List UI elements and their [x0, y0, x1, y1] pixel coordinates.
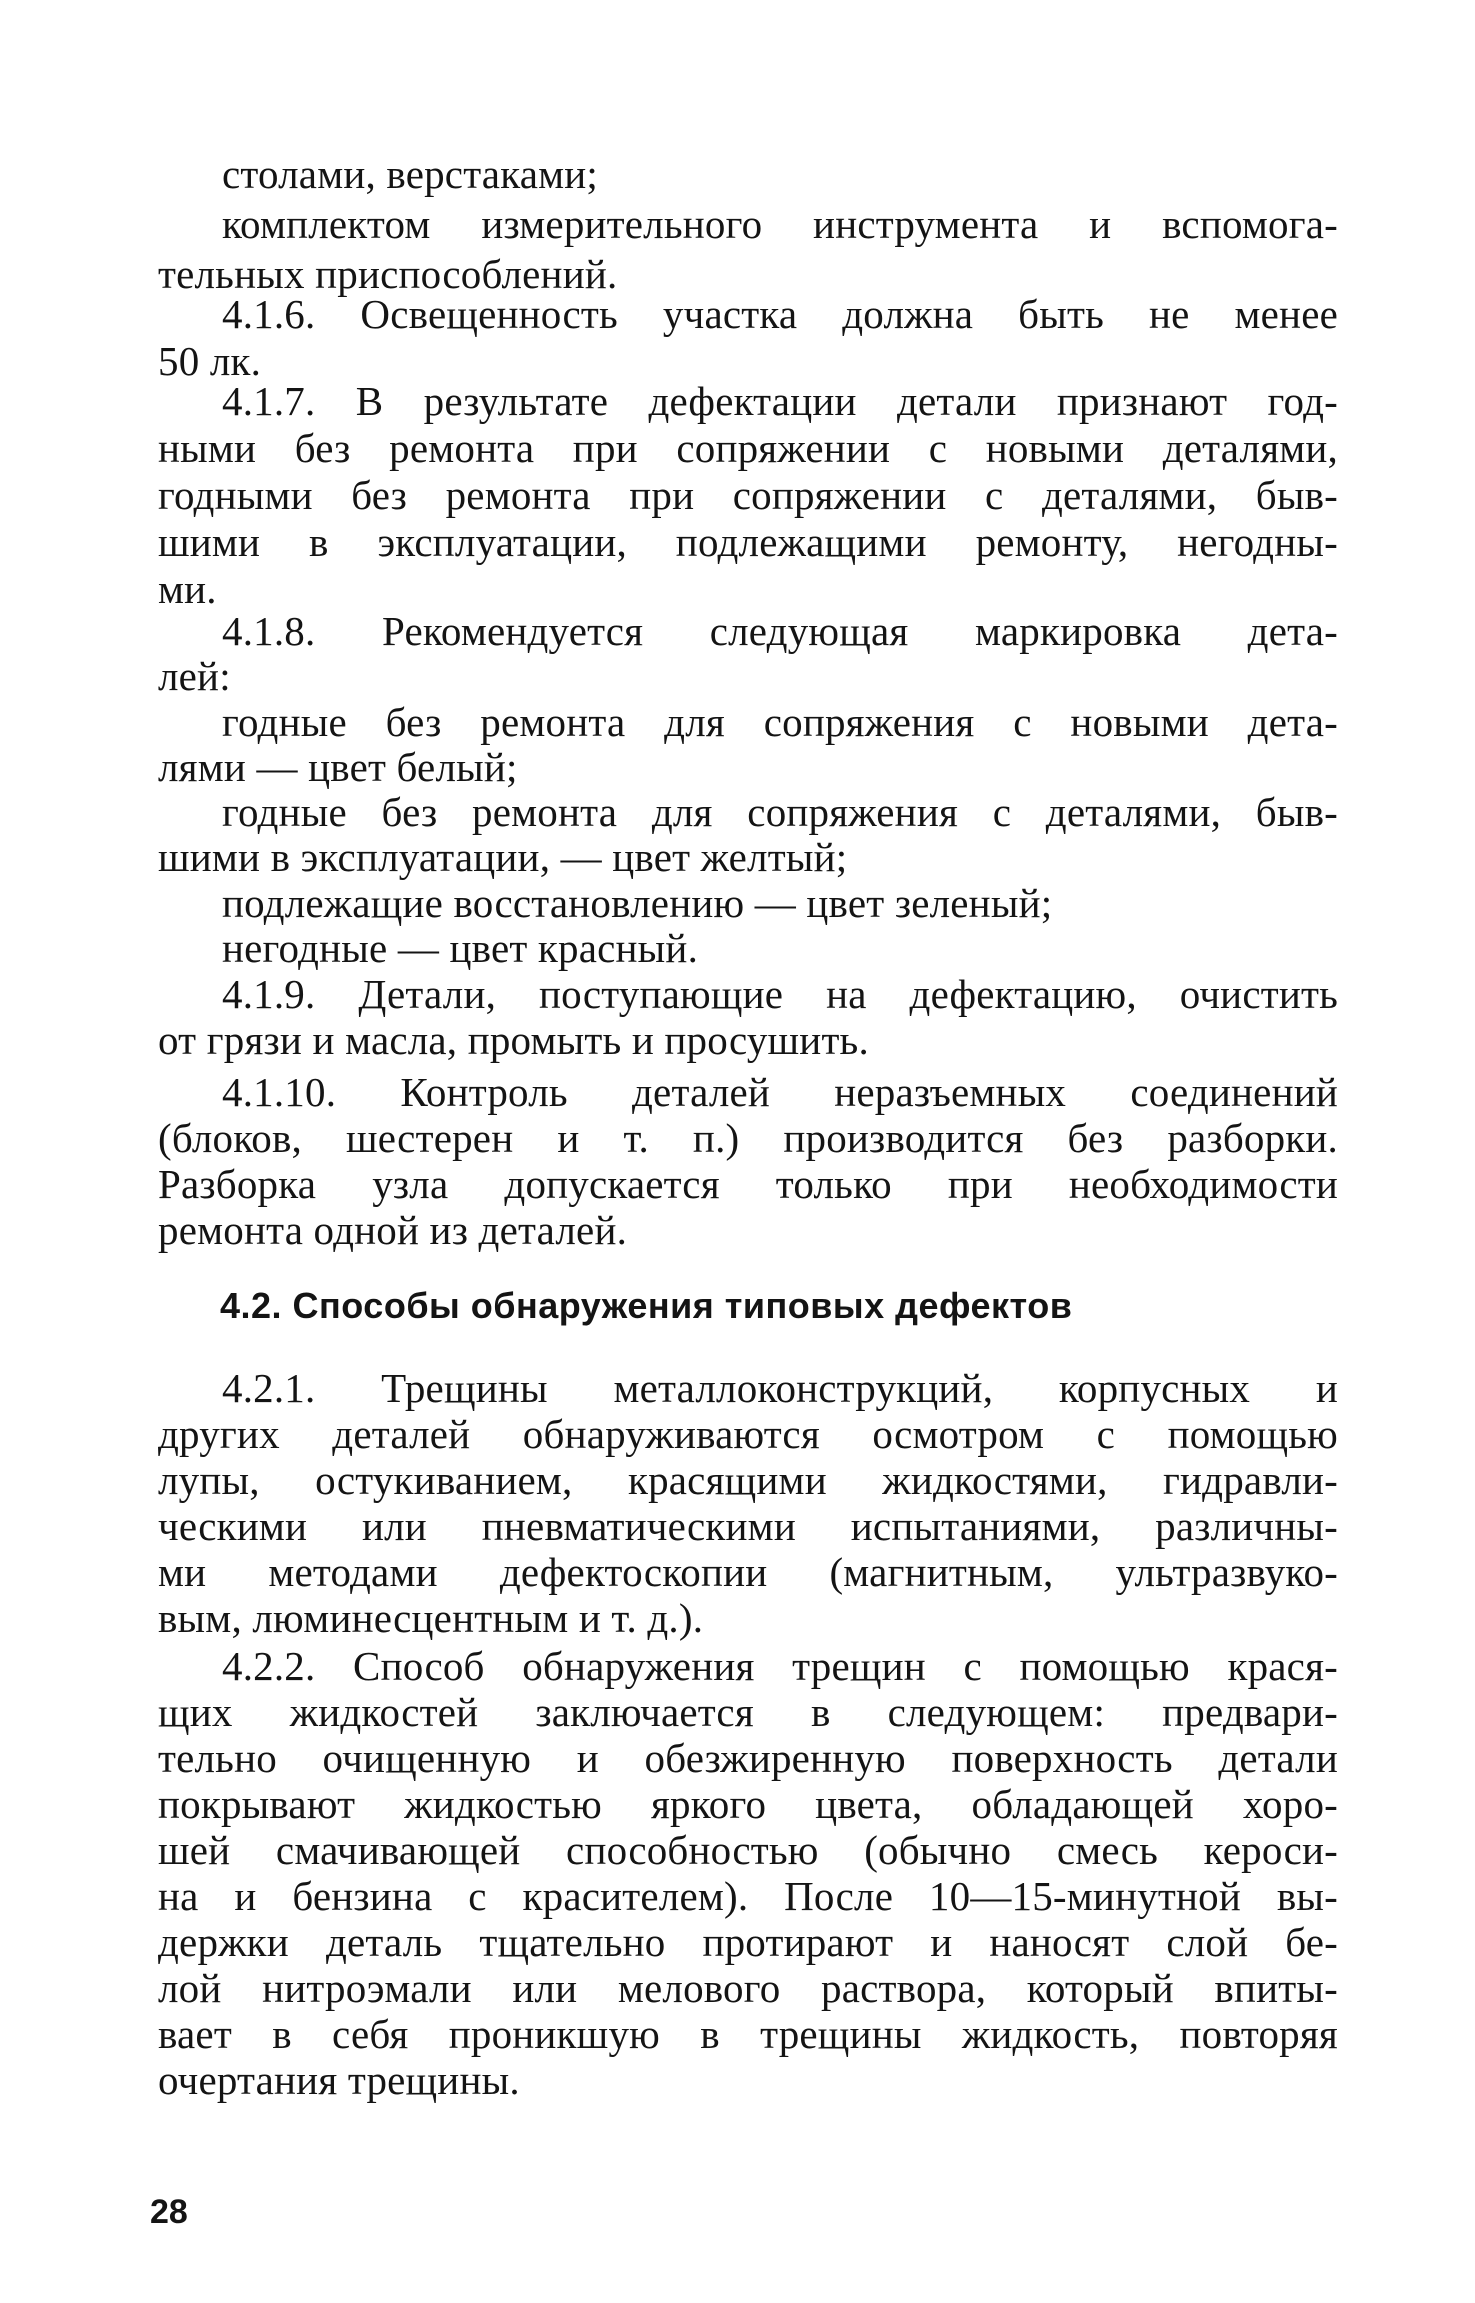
- text-line: вым, люминесцентным и т. д.).: [158, 1595, 704, 1641]
- text-line: ными без ремонта при сопряжении с новыми деталями,: [158, 425, 1338, 471]
- text-line: лей:: [158, 653, 231, 699]
- text-line: лой нитроэмали или мелового раствора, который впиты-: [158, 1965, 1338, 2011]
- text-line: ческими или пневматическими испытаниями, различны-: [158, 1503, 1338, 1549]
- text-line: 4.1.6. Освещенность участка должна быть не менее: [222, 291, 1338, 337]
- text-line: столами, верстаками;: [222, 151, 598, 197]
- page-number: 28: [150, 2193, 188, 2231]
- text-line: Разборка узла допускается только при необходимости: [158, 1161, 1338, 1207]
- text-line: подлежащие восстановлению — цвет зеленый;: [222, 880, 1053, 926]
- text-line: ремонта одной из деталей.: [158, 1207, 628, 1253]
- text-line: держки деталь тщательно протирают и наносят слой бе-: [158, 1919, 1338, 1965]
- text-line: шими в эксплуатации, — цвет желтый;: [158, 834, 848, 880]
- text-line: от грязи и масла, промыть и просушить.: [158, 1017, 869, 1063]
- text-line: ми.: [158, 566, 217, 612]
- text-line: тельно очищенную и обезжиренную поверхность детали: [158, 1735, 1338, 1781]
- text-line: других деталей обнаруживаются осмотром с помощью: [158, 1411, 1338, 1457]
- text-line: ми методами дефектоскопии (магнитным, ультразвуко-: [158, 1549, 1338, 1595]
- text-line: комплектом измерительного инструмента и вспомога-: [222, 201, 1338, 247]
- text-line: годные без ремонта для сопряжения с новыми дета-: [222, 699, 1338, 745]
- text-line: 50 лк.: [158, 338, 262, 384]
- text-line: шими в эксплуатации, подлежащими ремонту, негодны-: [158, 519, 1338, 565]
- text-line: 4.1.7. В результате дефектации детали признают год-: [222, 378, 1338, 424]
- section-heading: 4.2. Способы обнаружения типовых дефектов: [220, 1285, 1073, 1326]
- text-line: лупы, остукиванием, красящими жидкостями, гидравли-: [158, 1457, 1338, 1503]
- text-line: 4.2.1. Трещины металлоконструкций, корпусных и: [222, 1365, 1338, 1411]
- text-line: вает в себя проникшую в трещины жидкость, повторяя: [158, 2011, 1338, 2057]
- text-line: на и бензина с красителем). После 10—15-минутной вы-: [158, 1873, 1338, 1919]
- text-line: 4.1.8. Рекомендуется следующая маркировка дета-: [222, 608, 1338, 654]
- text-line: тельных приспособлений.: [158, 251, 618, 297]
- text-line: покрывают жидкостью яркого цвета, обладающей хоро-: [158, 1781, 1338, 1827]
- text-line: 4.1.9. Детали, поступающие на дефектацию, очистить: [222, 971, 1338, 1017]
- text-line: 4.2.2. Способ обнаружения трещин с помощью крася-: [222, 1643, 1338, 1689]
- text-line: годными без ремонта при сопряжении с деталями, быв-: [158, 472, 1338, 518]
- text-line: лями — цвет белый;: [158, 744, 518, 790]
- text-line: (блоков, шестерен и т. п.) производится без разборки.: [158, 1115, 1338, 1161]
- text-line: очертания трещины.: [158, 2057, 520, 2103]
- text-line: шей смачивающей способностью (обычно смесь кероси-: [158, 1827, 1338, 1873]
- text-line: годные без ремонта для сопряжения с деталями, быв-: [222, 789, 1338, 835]
- text-line: щих жидкостей заключается в следующем: предвари-: [158, 1689, 1338, 1735]
- text-line: 4.1.10. Контроль деталей неразъемных соединений: [222, 1069, 1338, 1115]
- text-line: негодные — цвет красный.: [222, 925, 699, 971]
